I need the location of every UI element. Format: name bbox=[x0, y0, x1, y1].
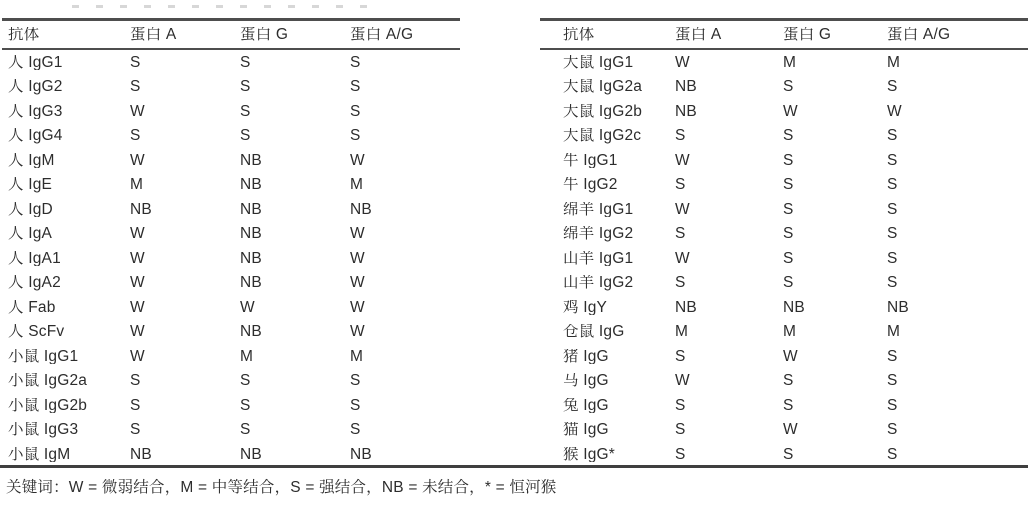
binding-value-cell: NB bbox=[675, 103, 697, 119]
binding-value-cell: W bbox=[783, 103, 798, 119]
antibody-cell: 人 IgG4 bbox=[8, 128, 63, 144]
binding-value-cell: S bbox=[887, 250, 898, 266]
binding-value-cell: S bbox=[783, 446, 794, 462]
table-body bbox=[2, 50, 460, 467]
antibody-cell: 人 Fab bbox=[8, 299, 56, 315]
table-row bbox=[540, 99, 1028, 124]
table-row bbox=[540, 442, 1028, 467]
binding-value-cell: S bbox=[887, 128, 898, 144]
binding-value-cell: NB bbox=[887, 299, 909, 315]
binding-value-cell: S bbox=[887, 422, 898, 438]
binding-value-cell: W bbox=[350, 152, 365, 168]
binding-value-cell: S bbox=[783, 226, 794, 242]
antibody-cell: 鸡 IgY bbox=[563, 299, 608, 315]
binding-value-cell: S bbox=[783, 177, 794, 193]
binding-value-cell: W bbox=[350, 250, 365, 266]
antibody-cell: 人 ScFv bbox=[8, 324, 65, 340]
antibody-cell: 小鼠 IgM bbox=[8, 446, 71, 462]
binding-value-cell: S bbox=[675, 422, 686, 438]
table-row bbox=[2, 124, 460, 149]
binding-value-cell: M bbox=[675, 324, 689, 340]
binding-value-cell: W bbox=[887, 103, 902, 119]
antibody-cell: 猴 IgG* bbox=[563, 446, 616, 462]
binding-value-cell: W bbox=[130, 152, 145, 168]
binding-value-cell: W bbox=[130, 103, 145, 119]
binding-value-cell: S bbox=[130, 397, 141, 413]
binding-value-cell: S bbox=[240, 103, 251, 119]
antibody-cell: 绵羊 IgG1 bbox=[563, 201, 634, 217]
binding-value-cell: NB bbox=[240, 275, 262, 291]
column-header-protein-a: 蛋白 A bbox=[675, 26, 722, 43]
binding-value-cell: S bbox=[240, 79, 251, 95]
binding-value-cell: W bbox=[350, 226, 365, 242]
binding-value-cell: S bbox=[240, 397, 251, 413]
binding-value-cell: W bbox=[675, 373, 690, 389]
column-header-protein-g: 蛋白 G bbox=[240, 26, 289, 43]
binding-value-cell: M bbox=[130, 177, 144, 193]
binding-value-cell: S bbox=[130, 79, 141, 95]
column-header-protein-ag: 蛋白 A/G bbox=[350, 26, 414, 43]
binding-value-cell: S bbox=[350, 54, 361, 70]
column-header-protein-a: 蛋白 A bbox=[130, 26, 177, 43]
binding-value-cell: NB bbox=[130, 446, 152, 462]
table-row bbox=[2, 369, 460, 394]
antibody-binding-table-right bbox=[540, 18, 1028, 467]
binding-value-cell: W bbox=[783, 422, 798, 438]
antibody-cell: 人 IgA2 bbox=[8, 275, 61, 291]
table-row bbox=[540, 418, 1028, 443]
binding-value-cell: S bbox=[130, 422, 141, 438]
binding-value-cell: NB bbox=[240, 226, 262, 242]
binding-value-cell: NB bbox=[783, 299, 805, 315]
antibody-cell: 人 IgG3 bbox=[8, 103, 63, 119]
binding-value-cell: NB bbox=[240, 250, 262, 266]
antibody-cell: 仓鼠 IgG bbox=[563, 324, 625, 340]
antibody-cell: 牛 IgG2 bbox=[563, 177, 618, 193]
binding-value-cell: S bbox=[887, 177, 898, 193]
binding-value-cell: W bbox=[130, 299, 145, 315]
binding-value-cell: W bbox=[675, 54, 690, 70]
binding-value-cell: W bbox=[350, 324, 365, 340]
binding-value-cell: S bbox=[783, 152, 794, 168]
binding-value-cell: S bbox=[350, 128, 361, 144]
binding-value-cell: S bbox=[130, 128, 141, 144]
key-legend-text: 关键词：W = 微弱结合，M = 中等结合，S = 强结合，NB = 未结合，* = 恒河猴 bbox=[6, 479, 557, 496]
binding-value-cell: NB bbox=[350, 446, 372, 462]
antibody-cell: 兔 IgG bbox=[563, 397, 609, 413]
binding-value-cell: NB bbox=[240, 152, 262, 168]
binding-value-cell: S bbox=[240, 128, 251, 144]
table-row bbox=[540, 344, 1028, 369]
table-bottom-rule bbox=[0, 465, 1028, 468]
table-row bbox=[540, 50, 1028, 75]
antibody-cell: 大鼠 IgG2a bbox=[563, 79, 643, 95]
binding-value-cell: W bbox=[130, 275, 145, 291]
binding-value-cell: S bbox=[783, 275, 794, 291]
table-row bbox=[2, 99, 460, 124]
antibody-cell: 小鼠 IgG2b bbox=[8, 397, 88, 413]
binding-value-cell: NB bbox=[675, 79, 697, 95]
binding-value-cell: W bbox=[675, 250, 690, 266]
table-row bbox=[540, 271, 1028, 296]
binding-value-cell: M bbox=[350, 177, 364, 193]
antibody-cell: 大鼠 IgG2b bbox=[563, 103, 643, 119]
binding-value-cell: M bbox=[887, 54, 901, 70]
binding-value-cell: S bbox=[887, 201, 898, 217]
binding-value-cell: S bbox=[240, 373, 251, 389]
table-row bbox=[540, 75, 1028, 100]
table-row bbox=[540, 320, 1028, 345]
antibody-cell: 牛 IgG1 bbox=[563, 152, 618, 168]
binding-value-cell: S bbox=[675, 226, 686, 242]
antibody-cell: 猫 IgG bbox=[563, 422, 609, 438]
table-row bbox=[2, 222, 460, 247]
antibody-cell: 人 IgG2 bbox=[8, 79, 63, 95]
binding-value-cell: S bbox=[887, 79, 898, 95]
binding-value-cell: NB bbox=[350, 201, 372, 217]
binding-value-cell: S bbox=[240, 54, 251, 70]
binding-value-cell: S bbox=[887, 152, 898, 168]
binding-value-cell: S bbox=[675, 128, 686, 144]
antibody-cell: 大鼠 IgG1 bbox=[563, 54, 634, 70]
binding-value-cell: S bbox=[130, 373, 141, 389]
table-row bbox=[2, 344, 460, 369]
table-row bbox=[540, 246, 1028, 271]
binding-value-cell: S bbox=[240, 422, 251, 438]
binding-value-cell: M bbox=[783, 54, 797, 70]
binding-value-cell: S bbox=[350, 422, 361, 438]
antibody-cell: 人 IgA1 bbox=[8, 250, 61, 266]
binding-value-cell: S bbox=[350, 79, 361, 95]
antibody-cell: 猪 IgG bbox=[563, 348, 609, 364]
binding-value-cell: NB bbox=[675, 299, 697, 315]
table-row bbox=[2, 50, 460, 75]
binding-value-cell: NB bbox=[240, 201, 262, 217]
antibody-cell: 小鼠 IgG3 bbox=[8, 422, 79, 438]
table-row bbox=[2, 271, 460, 296]
table-header-row bbox=[2, 18, 460, 50]
table-row bbox=[540, 295, 1028, 320]
binding-value-cell: S bbox=[350, 373, 361, 389]
binding-value-cell: S bbox=[887, 397, 898, 413]
table-row bbox=[2, 393, 460, 418]
table-row bbox=[540, 222, 1028, 247]
binding-value-cell: S bbox=[350, 397, 361, 413]
binding-value-cell: NB bbox=[240, 446, 262, 462]
binding-value-cell: M bbox=[887, 324, 901, 340]
antibody-cell: 山羊 IgG2 bbox=[563, 275, 634, 291]
table-row bbox=[2, 246, 460, 271]
antibody-cell: 大鼠 IgG2c bbox=[563, 128, 642, 144]
cropped-text-remnant-marks bbox=[72, 5, 372, 8]
binding-value-cell: S bbox=[887, 226, 898, 242]
table-row bbox=[540, 369, 1028, 394]
table-row bbox=[540, 148, 1028, 173]
antibody-binding-table-left bbox=[2, 18, 460, 467]
column-header-antibody: 抗体 bbox=[563, 26, 595, 43]
binding-value-cell: S bbox=[675, 397, 686, 413]
table-row bbox=[2, 418, 460, 443]
table-row bbox=[2, 442, 460, 467]
binding-value-cell: S bbox=[783, 201, 794, 217]
binding-value-cell: S bbox=[675, 348, 686, 364]
binding-value-cell: S bbox=[783, 397, 794, 413]
binding-value-cell: S bbox=[887, 373, 898, 389]
binding-value-cell: M bbox=[783, 324, 797, 340]
table-row bbox=[540, 124, 1028, 149]
binding-value-cell: W bbox=[130, 324, 145, 340]
antibody-cell: 人 IgG1 bbox=[8, 54, 63, 70]
column-header-antibody: 抗体 bbox=[8, 26, 40, 43]
binding-value-cell: W bbox=[350, 275, 365, 291]
table-body bbox=[540, 50, 1028, 467]
binding-value-cell: S bbox=[783, 250, 794, 266]
table-row bbox=[540, 393, 1028, 418]
antibody-cell: 人 IgE bbox=[8, 177, 53, 193]
table-row bbox=[2, 295, 460, 320]
binding-value-cell: S bbox=[675, 177, 686, 193]
antibody-cell: 人 IgD bbox=[8, 201, 53, 217]
binding-value-cell: M bbox=[240, 348, 254, 364]
binding-value-cell: W bbox=[675, 201, 690, 217]
binding-value-cell: S bbox=[783, 128, 794, 144]
table-header-row bbox=[540, 18, 1028, 50]
binding-value-cell: W bbox=[130, 348, 145, 364]
column-header-protein-g: 蛋白 G bbox=[783, 26, 832, 43]
binding-value-cell: W bbox=[130, 226, 145, 242]
table-row bbox=[2, 173, 460, 198]
table-row bbox=[2, 148, 460, 173]
table-row bbox=[2, 75, 460, 100]
binding-value-cell: M bbox=[350, 348, 364, 364]
binding-value-cell: NB bbox=[240, 324, 262, 340]
antibody-cell: 马 IgG bbox=[563, 373, 609, 389]
binding-value-cell: S bbox=[887, 446, 898, 462]
table-row bbox=[540, 197, 1028, 222]
antibody-cell: 绵羊 IgG2 bbox=[563, 226, 634, 242]
binding-value-cell: S bbox=[130, 54, 141, 70]
table-row bbox=[2, 320, 460, 345]
antibody-cell: 人 IgM bbox=[8, 152, 55, 168]
binding-value-cell: S bbox=[675, 275, 686, 291]
antibody-cell: 人 IgA bbox=[8, 226, 53, 242]
binding-value-cell: W bbox=[783, 348, 798, 364]
binding-value-cell: NB bbox=[240, 177, 262, 193]
binding-value-cell: S bbox=[783, 373, 794, 389]
binding-value-cell: NB bbox=[130, 201, 152, 217]
antibody-cell: 小鼠 IgG2a bbox=[8, 373, 88, 389]
table-row bbox=[540, 173, 1028, 198]
binding-value-cell: S bbox=[783, 79, 794, 95]
binding-value-cell: S bbox=[675, 446, 686, 462]
binding-value-cell: W bbox=[350, 299, 365, 315]
binding-value-cell: S bbox=[887, 348, 898, 364]
table-row bbox=[2, 197, 460, 222]
antibody-cell: 小鼠 IgG1 bbox=[8, 348, 79, 364]
binding-value-cell: S bbox=[350, 103, 361, 119]
column-header-protein-ag: 蛋白 A/G bbox=[887, 26, 951, 43]
binding-value-cell: S bbox=[887, 275, 898, 291]
binding-value-cell: W bbox=[675, 152, 690, 168]
binding-value-cell: W bbox=[240, 299, 255, 315]
antibody-cell: 山羊 IgG1 bbox=[563, 250, 634, 266]
binding-value-cell: W bbox=[130, 250, 145, 266]
